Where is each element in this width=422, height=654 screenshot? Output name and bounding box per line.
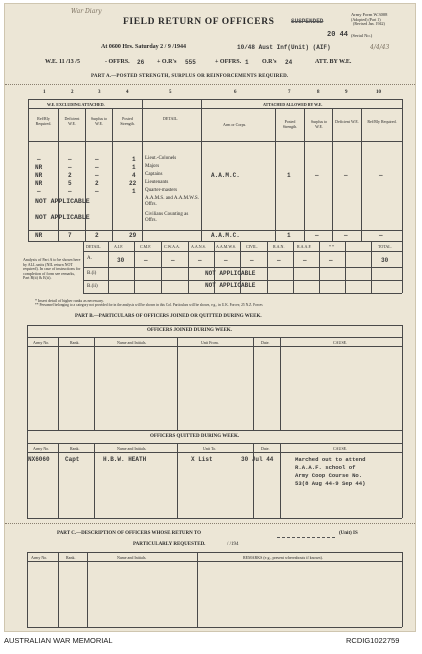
joined-head-cause: CAUSE. [333,340,348,345]
grid-line [280,443,281,518]
grid-line [27,337,402,338]
offrs-value: 26 [137,59,145,66]
analysis-a-cwaa: — [171,257,175,264]
grid-line [83,241,402,242]
quitted-rank: Capt [65,456,80,463]
analysis-head-detail: DETAIL. [86,244,102,249]
perforation [5,84,415,85]
analysis-a-ran: — [277,257,281,264]
quitted-cause-line: R.A.A.F. school of [295,464,356,471]
grid-line [27,552,402,553]
grid-line [27,561,402,562]
perforation [5,523,415,524]
grid-line [58,552,59,627]
grid-line [345,241,346,293]
quitted-head-unit-to: Unit To. [203,446,217,451]
cell-r5-c2: — [68,188,72,195]
total-c1: NR [35,232,43,239]
col-number-8: 8 [317,90,320,95]
cell-r2-c2: — [68,164,72,171]
grid-line [83,280,402,281]
adopted-label: (Adopted) (Part 1) [351,17,381,22]
quitted-head-rank: Rank. [70,446,80,451]
grid-line [371,241,372,293]
col-head-7: Posted Strength. [282,119,298,129]
total-c8: — [315,232,319,239]
footnote-2: ** Personnel belonging to a category not provided for in the analysis will be shown in this Col. Particulars will be shown, e.g., in U.K. Forces; 25 N.Z. Forces [35,303,263,307]
rank-lieutenants: Lieutenants [145,180,169,185]
cell-r3-c9: — [344,172,348,179]
footer-reference: RCDIG1022759 [346,636,400,645]
cell-r4-c2: 5 [68,180,72,187]
col-head-2: Deficient W.E. [64,116,80,126]
cell-r4-c1: NR [35,180,43,187]
quitted-cause-line: Army Coop Course No. [295,472,363,479]
cell-r1-c4: 1 [132,156,136,163]
cell-r5-c4: 1 [132,188,136,195]
total-c9: — [344,232,348,239]
part-c-unit-is: (Unit) IS [339,531,358,536]
grid-line [267,241,268,293]
grid-line [27,518,402,519]
grid-line [188,241,189,293]
col-number-1: 1 [43,90,46,95]
quitted-head-army-no: Army No. [33,446,50,451]
we-value: W.E. 11 /13 /5 [45,59,80,65]
grid-line [177,443,178,518]
cell-r5-c3: — [95,188,99,195]
rank-aams: A.A.M.S. and A.A.M.W.S. Offrs. [145,196,199,207]
grid-line [112,108,113,241]
grid-line [27,452,402,453]
or2-label: O.R's [262,59,277,65]
unit-name: 10/48 Aust Inf(Unit) (AIF) [237,44,331,51]
total-c2: 7 [68,232,72,239]
col-head-4: Posted Strength. [120,116,135,126]
quitted-date: 30 Jul 44 [241,456,274,463]
cell-r3-c3: — [95,172,99,179]
grid-line [293,241,294,293]
analysis-row-bi: B.(i) [87,271,97,276]
form-title: FIELD RETURN OF OFFICERS [123,17,275,27]
analysis-note: Analysis of Part A to be shown here by ALL units (NIL return NOT required). In case of instructions for completion of form see remarks, Part B(ii) & E(ii). [23,257,81,281]
col-head-1: Ref/Rly Required. [35,116,52,126]
col-number-7: 7 [288,90,291,95]
col-number-9: 9 [345,90,348,95]
grid-line [85,108,86,241]
col-number-3: 3 [98,90,101,95]
or-value: 555 [185,59,196,66]
quitted-name: H.B.W. HEATH [103,456,147,463]
part-c-head-rank: Rank. [66,555,76,560]
cell-r3-c8: — [315,172,319,179]
quitted-head-date: Date. [261,446,270,451]
joined-head-date: Date. [261,340,270,345]
col-head-6: Arm or Corps. [223,122,247,127]
col-number-10: 10 [376,90,381,95]
serial-number: 20 44 [327,31,349,39]
grid-line [27,552,28,627]
col-number-4: 4 [126,90,129,95]
analysis-head-total: TOTAL. [378,244,392,249]
joined-heading: OFFICERS JOINED DURING WEEK. [147,328,232,333]
we-group-heading: W.E. EXCLUDING ATTACHED. [47,102,105,107]
quitted-cause-line: 53(8 Aug 44-9 Sep 44) [295,480,366,487]
grid-line [27,325,28,430]
analysis-head-aif: A.I.F. [114,244,124,249]
grid-line [108,241,109,293]
analysis-a-aamws: — [224,257,228,264]
grid-line [87,552,88,627]
analysis-head-raaf: R.A.A.F. [297,244,312,249]
grid-line [402,552,403,627]
quitted-head-cause: CAUSE. [333,446,348,451]
grid-line [27,627,402,628]
analysis-head-other: * * [329,244,334,249]
quitted-unit-to: X List [191,456,213,463]
analysis-head-aans: A.A.N.S. [191,244,206,249]
total-c6: A.A.M.C. [211,232,240,239]
cell-r3-c4: 4 [132,172,136,179]
col-head-8: Surplus to W.E. [310,119,328,129]
rank-civilians: Civilians Counting as Offrs. [145,212,189,223]
cell-r2-c1: NR [35,164,43,171]
analysis-row-a: A. [87,256,92,261]
analysis-a-aans: — [198,257,202,264]
grid-line [27,346,402,347]
grid-line [94,443,95,518]
rank-captains: Captains [145,172,163,177]
analysis-a-cmf: — [144,257,148,264]
cell-r1-c1: — [37,156,41,163]
joined-head-unit-from: Unit From. [201,340,219,345]
grid-line [161,241,162,293]
cell-r4-c4: 22 [129,180,137,187]
grid-line [201,99,202,241]
part-b-heading: PART B.—PARTICULARS OF OFFICERS JOINED OR QUITTED DURING WEEK. [75,314,262,319]
cell-r2-c4: 1 [132,164,136,171]
part-c-particularly: PARTICULARLY REQUESTED. [133,542,206,547]
grid-line [142,99,143,241]
army-form-label: Army Form W.3008 [351,12,388,17]
fill-line [277,537,335,538]
joined-head-rank: Rank. [70,340,80,345]
grid-line [27,443,402,444]
col-head-3: Surplus to W.E. [90,116,108,126]
col-head-5: DETAIL. [163,116,179,121]
analysis-head-civil: CIVIL. [246,244,258,249]
part-a-heading: PART A.—POSTED STRENGTH, SURPLUS OR REINFORCEMENTS REQUIRED. [91,74,289,79]
not-applicable-stamp: NOT APPLICABLE [35,198,90,205]
grid-line [94,337,95,430]
grid-line [402,430,403,518]
col-number-2: 2 [71,90,74,95]
cell-r5-c1: — [37,188,41,195]
cell-r1-c2: — [68,156,72,163]
quitted-cause-line: Marched out to attend [295,456,366,463]
part-c-date: / /194 [227,542,239,547]
col-head-9: Deficient W.E. [335,119,359,124]
form-sheet [4,3,416,632]
analysis-head-cmf: C.M.F. [140,244,152,249]
grid-line [28,99,402,100]
att-group-heading: ATTACHED ALLOWED BY W.E. [263,102,323,107]
quitted-heading: OFFICERS QUITTED DURING WEEK. [150,434,240,439]
footer-archive-name: AUSTRALIAN WAR MEMORIAL [4,636,113,645]
grid-line [83,251,402,252]
grid-line [27,430,28,518]
cell-r3-c7: 1 [287,172,291,179]
analysis-a-raaf: — [303,257,307,264]
grid-line [28,99,29,241]
cell-r1-c3: — [95,156,99,163]
grid-line [280,337,281,430]
analysis-a-total: 30 [381,257,389,264]
handwritten-note: War Diary [71,8,102,15]
analysis-a-aif: 30 [117,257,125,264]
total-c7: 1 [287,232,291,239]
grid-line [361,108,362,241]
grid-line [58,443,59,518]
grid-line [253,443,254,518]
struck-text: SUSPENDED [291,18,324,25]
att-label: ATT. BY W.E. [315,59,352,65]
total-c3: 2 [95,232,99,239]
joined-head-army-no: Army No. [33,340,50,345]
cell-r3-c1: NR [35,172,43,179]
grid-line [27,325,402,326]
grid-line [304,108,305,241]
not-applicable-stamp: NOT APPLICABLE [35,214,90,221]
analysis-row-bii: B.(ii) [87,284,98,289]
total-c10: — [379,232,383,239]
grid-line [402,241,403,293]
quitted-army-no: NX6060 [28,456,50,463]
footnote-1: * Insert detail of higher ranks as necessary. [35,298,104,303]
revised-label: (Revised Jan. 1942) [353,21,385,26]
analysis-a-civil: — [250,257,254,264]
grid-line [27,430,402,431]
analysis-head-ran: R.A.N. [273,244,285,249]
analysis-not-applicable: NOT APPLICABLE [205,270,256,277]
cell-r3-c6: A.A.M.C. [211,172,240,179]
analysis-head-aamws: A.A.M.W.S. [216,244,236,249]
serial-label: (Serial No.) [351,33,373,38]
offrs-label: - OFFRS. [105,59,130,65]
grid-line [332,108,333,241]
rank-lieut-colonels: Lieut.-Colonels [145,156,177,161]
handwritten-note-right: 4/4/43 [370,44,390,51]
cell-r3-c2: 2 [68,172,72,179]
quitted-head-name: Name and Initials. [117,446,147,451]
or2-value: 24 [285,59,293,66]
grid-line [83,241,84,293]
part-c-head-name: Name and Initials. [117,555,147,560]
or-label: + O.R's [157,59,177,65]
cell-r2-c3: — [95,164,99,171]
cell-r3-c10: — [379,172,383,179]
grid-line [134,241,135,293]
grid-line [402,325,403,430]
col-head-10: Ref/Rly Required. [367,119,397,124]
grid-line [197,552,198,627]
grid-line [275,108,276,241]
cell-r4-c3: 2 [95,180,99,187]
grid-line [402,99,403,241]
col-number-6: 6 [234,90,237,95]
joined-head-name: Name and Initials. [117,340,147,345]
offrs2-label: + OFFRS. [215,59,242,65]
analysis-not-applicable: NOT APPLICABLE [205,282,256,289]
total-c4: 29 [129,232,137,239]
grid-line [58,108,59,241]
analysis-head-cwaa: C.W.A.A. [164,244,180,249]
offrs2-value: 1 [245,59,249,66]
grid-line [83,293,402,294]
return-datetime: At 0600 Hrs. Saturday 2 / 9 /1944 [101,44,187,50]
rank-majors: Majors [145,164,160,169]
part-c-head-remarks: REMARKS (e.g., present whereabouts if known). [243,555,323,560]
rank-quarter-masters: Quarter-masters [145,188,178,193]
grid-line [253,337,254,430]
analysis-a-other: — [329,257,333,264]
grid-line [177,337,178,430]
grid-line [83,267,402,268]
part-c-head-army-no: Army No. [31,555,48,560]
grid-line [319,241,320,293]
col-number-5: 5 [169,90,172,95]
grid-line [58,337,59,430]
part-c-heading: PART C.—DESCRIPTION OF OFFICERS WHOSE RETURN TO [57,531,202,536]
